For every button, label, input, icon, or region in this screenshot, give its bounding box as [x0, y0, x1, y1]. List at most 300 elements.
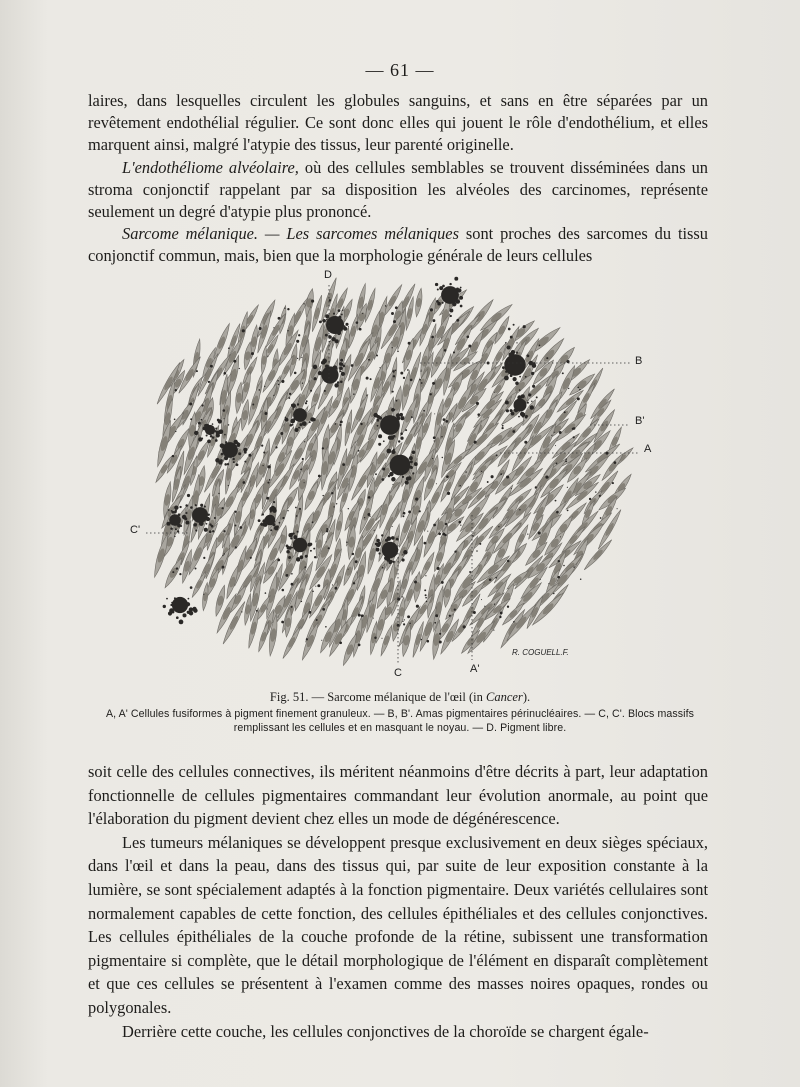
- pigment-granule: [356, 321, 359, 324]
- pigment-granule: [248, 454, 251, 457]
- pigment-granule: [299, 508, 301, 510]
- pigment-granule: [502, 425, 504, 427]
- pigment-granule: [444, 349, 447, 352]
- pigment-granule: [381, 638, 382, 639]
- pigment-granule: [259, 327, 262, 330]
- pigment-granule: [516, 342, 517, 343]
- figure-caption-legend: A, A' Cellules fusiformes à pigment finement granuleux. — B, B'. Amas pigmentaires périnucléaires. — C, C'. Blocs massifs remplissant les cellules et en masquant le noyau. — D. Pigment libre.: [105, 708, 695, 734]
- pigment-granule: [366, 395, 367, 396]
- pigment-granule: [532, 385, 535, 388]
- pigment-granule: [459, 521, 462, 524]
- italic-heading: Sarcome mélanique. — Les sarcomes mélaniques: [122, 224, 459, 244]
- paragraph: Les tumeurs mélaniques se développent presque exclusivement en deux sièges spéciaux, dans l'œil et dans la peau, dans des tissus qui, par suite de leur exposition constante à la lumière, se sont spécialement adaptés à la fonction pigmentaire. Deux variétés cellulaires sont normalement capables de cette fonction, des cellules épithéliales et des cellules conjonctives. Les cellules épithéliales de la couche profonde de la rétine, subissent une transformation pigmentaire si complète, que le détail morphologique de l'élément en disparaît complètement et que ces cellules se présentent à l'examen comme des masses noires opaques, rondes ou polygonales.: [88, 832, 708, 1017]
- pigment-granule: [196, 370, 198, 372]
- pigment-granule: [187, 494, 190, 497]
- pigment-granule: [419, 510, 421, 512]
- pigment-granule: [288, 556, 291, 559]
- italic-term: L'endothéliome alvéolaire,: [122, 157, 299, 177]
- pigment-granule: [545, 476, 548, 479]
- pigment-granule: [551, 435, 552, 436]
- pigment-block: [293, 538, 307, 552]
- pigment-granule: [416, 605, 419, 608]
- paragraph: laires, dans lesquelles circulent les globules sanguins, et sans en être séparées par un revêtement endothélial régulier. Ce sont donc elles qui jouent le rôle d'endothélium, et elles marquent ainsi, malgré l'atypie des tissus, leur parenté originelle.: [88, 91, 708, 155]
- pigment-granule: [489, 578, 492, 581]
- pigment-granule: [402, 554, 403, 555]
- pigment-granule: [317, 584, 320, 587]
- pigment-granule: [407, 615, 410, 618]
- pigment-granule: [612, 482, 614, 484]
- bottom-text-block: [88, 760, 708, 1043]
- pigment-granule: [263, 452, 265, 454]
- pigment-granule: [424, 589, 426, 591]
- pigment-granule: [177, 530, 179, 532]
- pigment-granule: [392, 347, 393, 348]
- pigment-granule: [373, 618, 374, 619]
- pigment-granule: [189, 403, 192, 406]
- figure-illustration: [120, 265, 680, 685]
- pigment-granule: [287, 330, 288, 331]
- pigment-granule: [256, 610, 258, 612]
- pigment-granule: [479, 543, 481, 545]
- pigment-granule: [275, 446, 277, 448]
- pigment-granule: [408, 511, 411, 514]
- pigment-granule: [441, 581, 444, 584]
- pigment-granule: [432, 319, 435, 322]
- pigment-granule: [420, 370, 421, 371]
- pigment-granule: [481, 599, 482, 600]
- pigment-granule: [235, 546, 237, 548]
- pigment-granule: [423, 410, 425, 412]
- pigment-granule: [281, 380, 284, 383]
- figure-caption-title: Fig. 51. — Sarcome mélanique de l'œil (in Cancer).: [269, 690, 531, 704]
- pigment-granule: [203, 557, 205, 559]
- pigment-granule: [425, 575, 426, 576]
- pigment-granule: [242, 329, 245, 332]
- pigment-granule: [329, 341, 330, 342]
- pigment-granule: [203, 594, 204, 595]
- pigment-granule: [340, 359, 343, 362]
- pigment-granule: [403, 377, 405, 379]
- pigment-granule: [454, 608, 456, 610]
- pigment-granule: [335, 587, 338, 590]
- pigment-granule: [223, 418, 224, 419]
- pigment-granule: [222, 566, 225, 569]
- pigment-granule: [342, 463, 343, 464]
- pigment-granule: [559, 431, 562, 434]
- pigment-granule: [228, 424, 230, 426]
- pigment-granule: [510, 336, 513, 339]
- pigment-granule: [367, 513, 370, 516]
- pigment-granule: [353, 582, 355, 584]
- pigment-granule: [281, 621, 284, 624]
- pigment-granule: [431, 336, 434, 339]
- pigment-granule: [376, 419, 379, 422]
- spindle-cell: [334, 510, 345, 542]
- pigment-granule: [201, 419, 203, 421]
- pigment-granule: [333, 506, 334, 507]
- pigment-granule: [305, 555, 308, 558]
- pigment-granule: [577, 397, 580, 400]
- pigment-granule: [310, 390, 312, 392]
- pigment-granule: [441, 436, 442, 437]
- figure-label-c-prime: C': [130, 524, 141, 536]
- pigment-granule: [600, 517, 602, 519]
- pigment-granule: [302, 383, 303, 384]
- pigment-granule: [430, 308, 433, 311]
- pigment-granule: [434, 440, 435, 441]
- pigment-granule: [402, 621, 403, 622]
- pigment-granule: [446, 475, 449, 478]
- pigment-granule: [466, 335, 469, 338]
- pigment-granule: [377, 425, 379, 427]
- pigment-granule: [302, 458, 304, 460]
- pigment-granule: [438, 532, 441, 535]
- paragraph: [88, 223, 708, 267]
- pigment-granule: [577, 387, 579, 389]
- pigment-granule: [563, 565, 565, 567]
- pigment-granule: [348, 508, 349, 509]
- pigment-granule: [496, 454, 498, 456]
- pigment-granule: [474, 441, 477, 444]
- pigment-granule: [450, 315, 452, 317]
- pigment-granule: [442, 533, 444, 535]
- pigment-granule: [325, 541, 326, 542]
- pigment-granule: [223, 530, 225, 532]
- pigment-granule: [264, 386, 265, 387]
- pigment-granule: [342, 310, 343, 311]
- pigment-granule: [288, 397, 290, 399]
- pigment-granule: [527, 534, 528, 535]
- pigment-granule: [595, 491, 596, 492]
- pigment-granule: [468, 345, 471, 348]
- pigment-granule: [402, 515, 404, 517]
- pigment-granule: [348, 326, 349, 327]
- pigment-granule: [459, 485, 461, 487]
- pigment-granule: [531, 401, 532, 402]
- pigment-granule: [222, 555, 223, 556]
- pigment-granule: [430, 393, 432, 395]
- pigment-granule: [314, 556, 316, 558]
- pigment-granule: [454, 551, 456, 553]
- pigment-granule: [557, 576, 560, 579]
- pigment-granule: [573, 566, 574, 567]
- pigment-granule: [328, 547, 330, 549]
- pigment-granule: [358, 614, 361, 617]
- pigment-granule: [491, 475, 494, 478]
- pigment-granule: [378, 443, 381, 446]
- pigment-granule: [411, 416, 413, 418]
- pigment-granule: [434, 622, 436, 624]
- pigment-granule: [519, 509, 520, 510]
- pigment-granule: [280, 432, 283, 435]
- pigment-granule: [449, 615, 451, 617]
- pigment-granule: [426, 601, 427, 602]
- pigment-granule: [322, 447, 324, 449]
- pigment-granule: [564, 411, 566, 413]
- pigment-granule: [397, 351, 399, 353]
- pigment-granule: [252, 404, 254, 406]
- pigment-granule: [495, 577, 497, 579]
- pigment-granule: [289, 393, 291, 395]
- pigment-granule: [395, 306, 398, 309]
- pigment-granule: [190, 418, 192, 420]
- spindle-cell: [505, 569, 530, 592]
- pigment-granule: [212, 530, 214, 532]
- pigment-granule: [506, 475, 509, 478]
- pigment-granule: [233, 360, 236, 363]
- pigment-granule: [277, 380, 279, 382]
- pigment-granule: [465, 471, 466, 472]
- pigment-granule: [567, 487, 568, 488]
- pigment-granule: [311, 300, 314, 303]
- spindle-cell: [505, 603, 538, 643]
- figure-label-b: B: [635, 355, 643, 367]
- pigment-granule: [286, 574, 289, 577]
- figure-label-c: C: [394, 667, 402, 679]
- pigment-granule: [434, 413, 435, 414]
- paragraph: soit celle des cellules connectives, ils méritent néanmoins d'être décrits à part, leur adaptation fonctionnelle de cellules pigmentaires commandant leur évolution anormale, au point que l'élaboration du pigment devient chez elles un mode de dégénérescence.: [88, 762, 708, 829]
- pigment-granule: [513, 324, 515, 326]
- pigment-granule: [548, 583, 549, 584]
- pigment-granule: [433, 436, 436, 439]
- pigment-granule: [239, 368, 240, 369]
- pigment-granule: [267, 608, 268, 609]
- pigment-granule: [392, 370, 394, 372]
- pigment-granule: [393, 375, 395, 377]
- pigment-granule: [312, 521, 314, 523]
- pigment-granule: [555, 500, 557, 502]
- pigment-granule: [376, 354, 378, 356]
- pigment-granule: [198, 422, 201, 425]
- pigment-granule: [267, 482, 269, 484]
- pigment-granule: [322, 608, 325, 611]
- paragraph-text: où des cellules semblables se trouvent disséminées dans un stroma conjonctif rappelant par sa disposition les alvéoles des carcinomes, représente seulement un degré d'atypie plus prononcé.: [88, 157, 708, 222]
- pigment-granule: [268, 465, 271, 468]
- pigment-granule: [262, 465, 263, 466]
- pigment-granule: [523, 325, 526, 328]
- pigment-granule: [404, 619, 405, 620]
- pigment-granule: [224, 463, 227, 466]
- pigment-granule: [194, 567, 196, 569]
- pigment-granule: [359, 328, 362, 331]
- pigment-granule: [382, 567, 384, 569]
- pigment-granule: [484, 606, 485, 607]
- pigment-granule: [599, 495, 601, 497]
- pigment-granule: [414, 581, 417, 584]
- pigment-granule: [326, 528, 328, 530]
- pigment-granule: [360, 423, 362, 425]
- pigment-granule: [172, 455, 174, 457]
- pigment-granule: [315, 586, 316, 587]
- pigment-granule: [536, 396, 538, 398]
- pigment-granule: [442, 457, 443, 458]
- pigment-granule: [291, 583, 294, 586]
- pigment-granule: [306, 638, 308, 640]
- pigment-granule: [421, 639, 422, 640]
- pigment-granule: [617, 508, 618, 509]
- pigment-granule: [409, 623, 410, 624]
- pigment-granule: [427, 531, 428, 532]
- pigment-granule: [445, 523, 447, 525]
- pigment-granule: [421, 369, 422, 370]
- pigment-granule: [303, 303, 304, 304]
- pigment-granule: [437, 567, 440, 570]
- pigment-granule: [573, 436, 575, 438]
- pigment-granule: [206, 434, 208, 436]
- pigment-granule: [498, 526, 499, 527]
- pigment-granule: [435, 614, 438, 617]
- pigment-granule: [540, 579, 541, 580]
- pigment-granule: [208, 381, 210, 383]
- pigment-granule: [174, 418, 176, 420]
- pigment-granule: [340, 420, 343, 423]
- pigment-granule: [538, 531, 541, 534]
- pigment-granule: [424, 542, 427, 545]
- pigment-granule: [579, 389, 580, 390]
- pigment-granule: [297, 403, 299, 405]
- pigment-granule: [546, 357, 548, 359]
- pigment-granule: [392, 484, 393, 485]
- pigment-granule: [567, 510, 569, 512]
- pigment-granule: [176, 567, 178, 569]
- pigment-granule: [396, 400, 398, 402]
- pigment-granule: [432, 382, 435, 385]
- pigment-granule: [463, 625, 466, 628]
- pigment-granule: [460, 524, 461, 525]
- pigment-granule: [589, 498, 591, 500]
- pigment-granule: [562, 372, 564, 374]
- pigment-granule: [513, 621, 515, 623]
- pigment-granule: [174, 536, 175, 537]
- pigment-granule: [312, 591, 313, 592]
- pigment-granule: [336, 503, 337, 504]
- pigment-granule: [321, 640, 322, 641]
- pigment-granule: [261, 445, 263, 447]
- pigment-granule: [487, 481, 489, 483]
- pigment-block: [192, 507, 208, 523]
- pigment-granule: [476, 402, 479, 405]
- pigment-block: [382, 542, 398, 558]
- pigment-granule: [403, 623, 405, 625]
- pigment-granule: [393, 320, 396, 323]
- pigment-granule: [291, 606, 293, 608]
- pigment-granule: [425, 597, 427, 599]
- figure-label-b-prime: B': [635, 415, 645, 427]
- pigment-granule: [403, 512, 406, 515]
- pigment-granule: [266, 497, 269, 500]
- pigment-granule: [284, 308, 285, 309]
- pigment-granule: [278, 317, 281, 320]
- pigment-granule: [301, 601, 302, 602]
- pigment-granule: [453, 351, 455, 353]
- pigment-granule: [511, 488, 512, 489]
- pigment-block: [222, 442, 238, 458]
- pigment-granule: [239, 526, 242, 529]
- pigment-granule: [410, 379, 413, 382]
- pigment-granule: [250, 557, 252, 559]
- pigment-granule: [369, 516, 370, 517]
- pigment-granule: [362, 313, 363, 314]
- pigment-granule: [179, 573, 181, 575]
- figure-label-a-prime: A': [470, 663, 480, 675]
- pigment-granule: [223, 372, 226, 375]
- figure-label-a: A: [644, 443, 652, 455]
- pigment-granule: [524, 441, 527, 444]
- pigment-granule: [235, 525, 237, 527]
- pigment-granule: [568, 388, 569, 389]
- pigment-granule: [397, 598, 400, 601]
- pigment-granule: [508, 328, 511, 331]
- pigment-granule: [447, 492, 450, 495]
- pigment-granule: [379, 367, 380, 368]
- pigment-granule: [565, 458, 566, 459]
- pigment-granule: [473, 611, 476, 614]
- pigment-granule: [304, 482, 305, 483]
- pigment-granule: [318, 475, 321, 478]
- pigment-granule: [361, 614, 364, 617]
- pigment-granule: [539, 345, 541, 347]
- pigment-granule: [278, 384, 279, 385]
- pigment-granule: [494, 603, 495, 604]
- pigment-granule: [325, 626, 327, 628]
- pigment-granule: [553, 593, 554, 594]
- pigment-granule: [395, 370, 397, 372]
- pigment-granule: [554, 432, 555, 433]
- pigment-granule: [501, 427, 503, 429]
- pigment-granule: [507, 560, 510, 563]
- pigment-granule: [400, 432, 403, 435]
- pigment-granule: [407, 369, 409, 371]
- pigment-granule: [277, 559, 280, 562]
- pigment-granule: [346, 541, 348, 543]
- pigment-granule: [353, 393, 355, 395]
- pigment-granule: [425, 594, 427, 596]
- pigment-granule: [301, 357, 302, 358]
- pigment-granule: [326, 530, 328, 532]
- pigment-granule: [439, 633, 441, 635]
- pigment-granule: [565, 460, 567, 462]
- pigment-granule: [291, 573, 293, 575]
- pigment-granule: [175, 389, 177, 391]
- pigment-granule: [439, 641, 442, 644]
- pigment-granule: [391, 312, 394, 315]
- pigment-granule: [481, 471, 482, 472]
- pigment-granule: [222, 409, 225, 412]
- pigment-granule: [352, 553, 354, 555]
- paragraph: Derrière cette couche, les cellules conjonctives de la choroïde se chargent égale-: [122, 1021, 649, 1041]
- pigment-granule: [368, 496, 371, 499]
- pigment-granule: [294, 372, 297, 375]
- pigment-granule: [421, 382, 423, 384]
- pigment-granule: [432, 458, 433, 459]
- pigment-granule: [358, 644, 361, 647]
- pigment-granule: [385, 305, 387, 307]
- pigment-granule: [614, 461, 617, 464]
- pigment-granule: [556, 511, 559, 514]
- pigment-granule: [355, 560, 358, 563]
- pigment-block: [293, 408, 307, 422]
- pigment-granule: [555, 445, 556, 446]
- pigment-granule: [296, 340, 299, 343]
- pigment-granule: [210, 365, 213, 368]
- pigment-granule: [580, 578, 581, 579]
- pigment-granule: [339, 642, 342, 645]
- top-text-block: [88, 90, 708, 268]
- pigment-granule: [218, 493, 219, 494]
- pigment-granule: [476, 550, 478, 552]
- pigment-granule: [427, 640, 430, 643]
- pigment-granule: [370, 378, 372, 380]
